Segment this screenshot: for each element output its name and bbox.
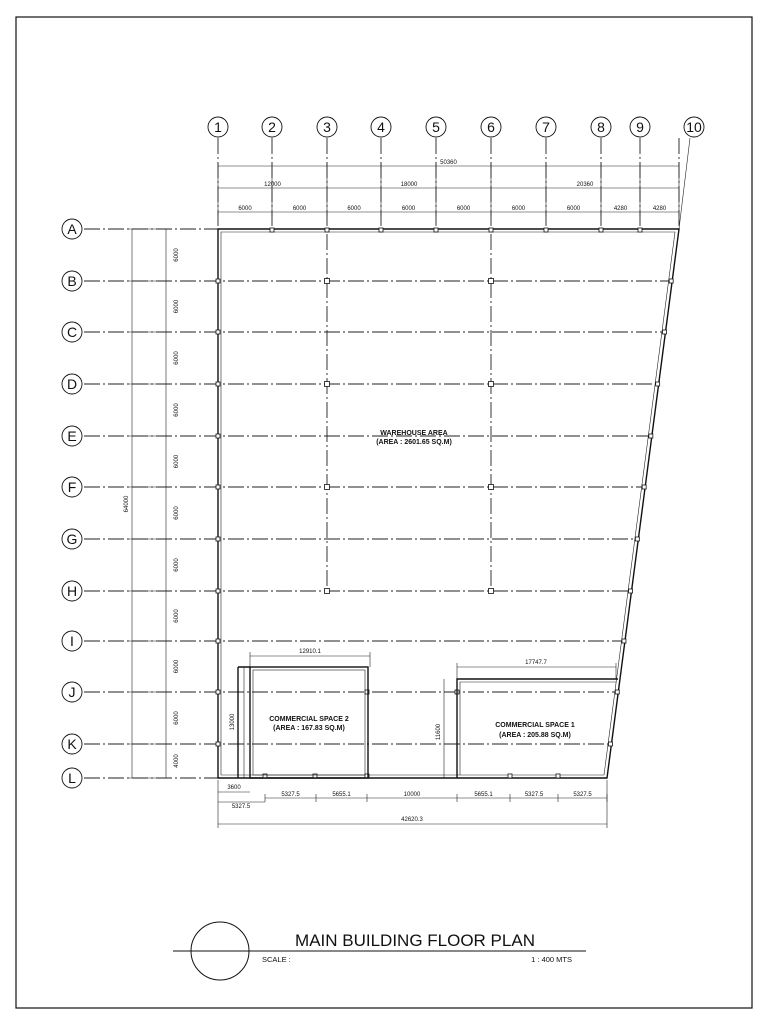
svg-text:4: 4 [377,119,385,135]
dim-left-bay-3: 6000 [174,351,180,365]
dim-bottom-chain-6: 5327.5 [573,792,592,798]
dim-top-bay-6: 6000 [511,206,526,212]
dim-5327-left: 5327.5 [231,804,251,810]
column-post [216,537,220,541]
grid-bubble-row-B [62,271,82,291]
commercial1-width: 17747.7 [525,660,547,666]
svg-text:7: 7 [542,119,550,135]
column-post [615,690,619,694]
dim-bottom-chain-4: 5655.1 [474,792,493,798]
grid-bubble-row-D [62,374,82,394]
commercial2-width: 12910.1 [299,649,321,655]
grid-bubble-col-6 [481,117,501,137]
column-post [489,228,493,232]
dim-top-bay-5: 6000 [456,206,471,212]
column-post [379,228,383,232]
grid-bubble-row-J [62,682,82,702]
grid-bubble-col-10 [684,117,704,137]
grid-bubble-col-4 [371,117,391,137]
svg-text:L: L [68,770,76,786]
top-dimensions [218,160,679,216]
left-dimensions [124,229,180,778]
column-post [325,382,330,387]
column-post [629,589,633,593]
dim-top-bay-1: 6000 [238,206,252,212]
scale-label: SCALE : [262,955,291,964]
dim-top-group-2: 18000 [400,182,418,188]
column-post [649,434,653,438]
grid-bubble-row-K [62,734,82,754]
building-inner-wall [221,232,675,775]
building-outline [218,229,679,778]
commercial1-area: (AREA : 205.88 SQ.M) [499,732,571,739]
grid-bubble-col-8 [591,117,611,137]
column-post [434,228,438,232]
dim-left-bay-7: 6000 [174,558,180,572]
dim-top-bay-3: 6000 [347,206,361,212]
grid-bubble-row-F [62,477,82,497]
dim-top-bay-7: 6000 [566,206,581,212]
svg-text:J: J [68,684,76,700]
drawing-title: MAIN BUILDING FLOOR PLAN [295,931,535,950]
grid-bubble-col-3 [317,117,337,137]
dim-3600: 3600 [227,785,241,791]
column-post [556,774,560,778]
svg-text:2: 2 [268,119,276,135]
dim-top-overall: 50360 [440,160,457,166]
column-post [669,279,673,283]
svg-text:K: K [67,736,77,752]
column-post [216,485,220,489]
grid-bubble-col-5 [426,117,446,137]
svg-text:B: B [67,273,77,289]
column-post [642,485,646,489]
commercial2-area: (AREA : 167.83 SQ.M) [273,725,345,732]
svg-text:5: 5 [432,119,440,135]
commercial-space-2 [230,649,370,778]
grid-bubble-col-9 [630,117,650,137]
svg-text:3: 3 [323,119,331,135]
dim-bottom-chain-5: 5327.5 [524,792,544,798]
svg-text:H: H [66,583,78,599]
svg-text:1: 1 [214,119,222,135]
svg-text:8: 8 [597,119,605,135]
dim-left-bay-1: 6000 [174,248,180,262]
column-post [662,330,666,334]
svg-text:6: 6 [487,119,495,135]
svg-text:A: A [67,221,77,237]
grid-bubble-col-1 [208,117,228,137]
column-post [608,742,612,746]
column-post [489,279,494,284]
dim-top-group-1: 12000 [264,182,281,188]
dim-left-bay-5: 6000 [174,454,180,469]
grid-bubble-row-L [62,768,82,788]
dim-top-bay-2: 6000 [292,206,307,212]
grid-bubble-row-G [62,529,82,549]
svg-text:10: 10 [686,119,702,135]
svg-text:D: D [66,376,78,392]
dim-overall-bottom: 42620.3 [401,817,423,823]
column-post [216,382,220,386]
commercial2-depth: 13000 [230,713,236,731]
column-post [489,589,494,594]
commercial-space-1 [436,660,618,778]
scale-value: 1 : 400 MTS [531,955,572,964]
column-post [638,228,642,232]
dim-bottom-chain-1: 5327.5 [281,792,300,798]
dim-top-group-3: 20360 [576,182,594,188]
warehouse-area: (AREA : 2601.65 SQ.M) [376,439,452,446]
grid-bubble-row-I [62,631,82,651]
dim-left-bay-8: 6000 [174,609,180,623]
dim-top-bay-8: 4280 [613,206,628,212]
column-post [656,382,660,386]
dim-left-bay-2: 6000 [174,299,180,314]
column-post [325,279,330,284]
column-post [216,742,220,746]
column-post [544,228,548,232]
column-post [216,330,220,334]
structural-columns [216,228,673,778]
dim-left-bay-4: 6000 [174,403,180,417]
column-post [216,639,220,643]
grid-bubble-row-A [62,219,82,239]
column-post [216,434,220,438]
column-post [325,228,329,232]
grid-bubble-row-E [62,426,82,446]
bottom-dimensions [218,780,607,828]
dim-left-bay-6: 6000 [174,506,180,520]
dim-left-bay-11: 4000 [174,754,180,768]
svg-text:G: G [66,531,78,547]
grid-bubbles [62,117,704,788]
grid-bubble-row-C [62,322,82,342]
svg-text:I: I [70,633,74,649]
column-post [599,228,603,232]
column-post [270,228,274,232]
column-post [489,485,494,490]
column-post [635,537,639,541]
column-post [325,589,330,594]
dim-bottom-chain-3: 10000 [403,792,421,798]
dim-top-bay-9: 4280 [652,206,667,212]
warehouse-name: WAREHOUSE AREA [380,430,448,437]
column-post [508,774,512,778]
svg-text:E: E [67,428,77,444]
column-post [216,279,220,283]
commercial1-depth: 11600 [436,723,442,741]
svg-text:C: C [66,324,78,340]
svg-text:9: 9 [636,119,644,135]
dim-left-overall: 64000 [124,495,130,513]
commercial2-name: COMMERCIAL SPACE 2 [269,716,349,723]
dim-left-bay-10: 6000 [174,711,180,725]
column-post [622,639,626,643]
column-post [489,382,494,387]
dim-bottom-chain-2: 5655.1 [332,792,351,798]
dim-top-bay-4: 6000 [401,206,416,212]
column-post [216,589,220,593]
title-block [173,922,586,980]
grid-bubble-col-2 [262,117,282,137]
grid-bubble-row-H [62,581,82,601]
svg-text:F: F [67,479,77,495]
commercial1-name: COMMERCIAL SPACE 1 [495,722,575,729]
column-post [325,485,330,490]
column-post [216,690,220,694]
dim-left-bay-9: 6000 [174,659,180,674]
grid-bubble-col-7 [536,117,556,137]
